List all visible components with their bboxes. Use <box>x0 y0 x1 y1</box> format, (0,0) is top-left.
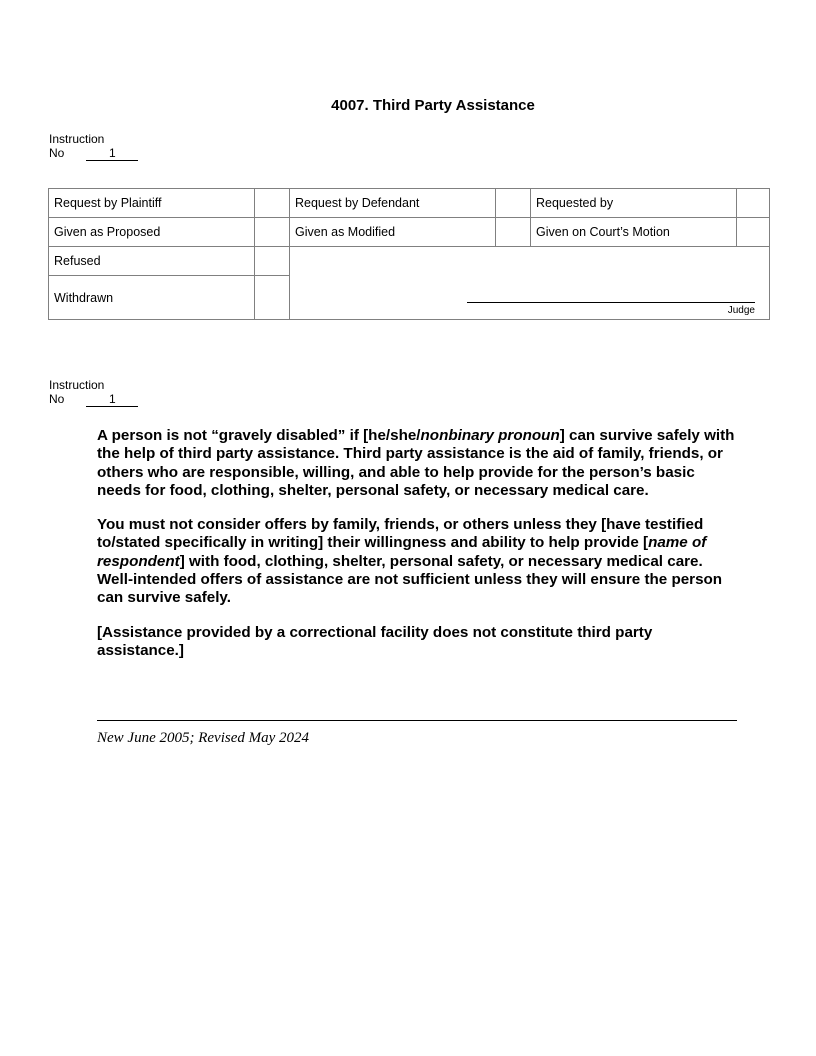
paragraph-3: [Assistance provided by a correctional facility does not constitute third party assistance.] <box>97 623 653 659</box>
refused-label: Refused <box>49 247 255 276</box>
request-by-defendant-checkbox[interactable] <box>496 189 531 218</box>
request-by-plaintiff-checkbox[interactable] <box>255 189 290 218</box>
history-divider <box>97 720 737 721</box>
given-as-proposed-checkbox[interactable] <box>255 218 290 247</box>
instruction-status-table <box>48 188 770 320</box>
instruction-label: Instruction <box>49 132 105 146</box>
paragraph-2-text-a: You must not consider offers by family, friends, or others unless they [have testified to/stated specifically in writing] their willingness and ability to help provide [ <box>97 516 704 552</box>
instruction-number-field[interactable]: 1 <box>86 393 138 407</box>
refused-checkbox[interactable] <box>255 247 290 276</box>
judge-label: Judge <box>727 305 755 316</box>
instruction-block-top <box>49 132 138 161</box>
requested-by-checkbox[interactable] <box>737 189 770 218</box>
paragraph-1-placeholder: nonbinary pronoun <box>420 427 560 444</box>
given-as-modified-checkbox[interactable] <box>496 218 531 247</box>
paragraph-2 <box>97 516 739 607</box>
instruction-number-row <box>49 146 138 161</box>
request-by-defendant-label: Request by Defendant <box>290 189 496 218</box>
request-by-plaintiff-label: Request by Plaintiff <box>49 189 255 218</box>
instruction-number-row <box>49 392 138 407</box>
withdrawn-label: Withdrawn <box>49 276 255 320</box>
instruction-block-bottom <box>49 378 138 407</box>
paragraph-2-text-b: ] with food, clothing, shelter, personal safety, or necessary medical care. Well-intended offers of assistance are not sufficient unless they will ensure the person can survive safely. <box>97 552 723 607</box>
page-title: 4007. Third Party Assistance <box>331 97 535 114</box>
instruction-label: Instruction <box>49 378 105 392</box>
judge-signature-line[interactable] <box>467 302 755 303</box>
instruction-number-field[interactable]: 1 <box>86 147 138 161</box>
withdrawn-checkbox[interactable] <box>255 276 290 320</box>
given-as-modified-label: Given as Modified <box>290 218 496 247</box>
paragraph-1-text-a: A person is not “gravely disabled” if [he/she/ <box>97 427 421 444</box>
paragraph-1-text-b: ] can survive safely with the help of third party assistance. Third party assistance is the aid of family, friends, or others who are responsible, willing, and able to help provide for the person’s basic needs for food, clothing, shelter, personal safety, or necessary medical care. <box>97 427 735 499</box>
given-on-courts-motion-label: Given on Court’s Motion <box>531 218 737 247</box>
requested-by-label: Requested by <box>531 189 737 218</box>
paragraph-2-placeholder: name of respondent <box>97 534 707 570</box>
history-note: New June 2005; Revised May 2024 <box>97 730 310 746</box>
no-label: No <box>49 392 65 406</box>
given-as-proposed-label: Given as Proposed <box>49 218 255 247</box>
judge-signature-area <box>290 247 770 320</box>
no-label: No <box>49 146 65 160</box>
instruction-body <box>97 427 739 676</box>
given-on-courts-motion-checkbox[interactable] <box>737 218 770 247</box>
paragraph-1 <box>97 427 739 500</box>
